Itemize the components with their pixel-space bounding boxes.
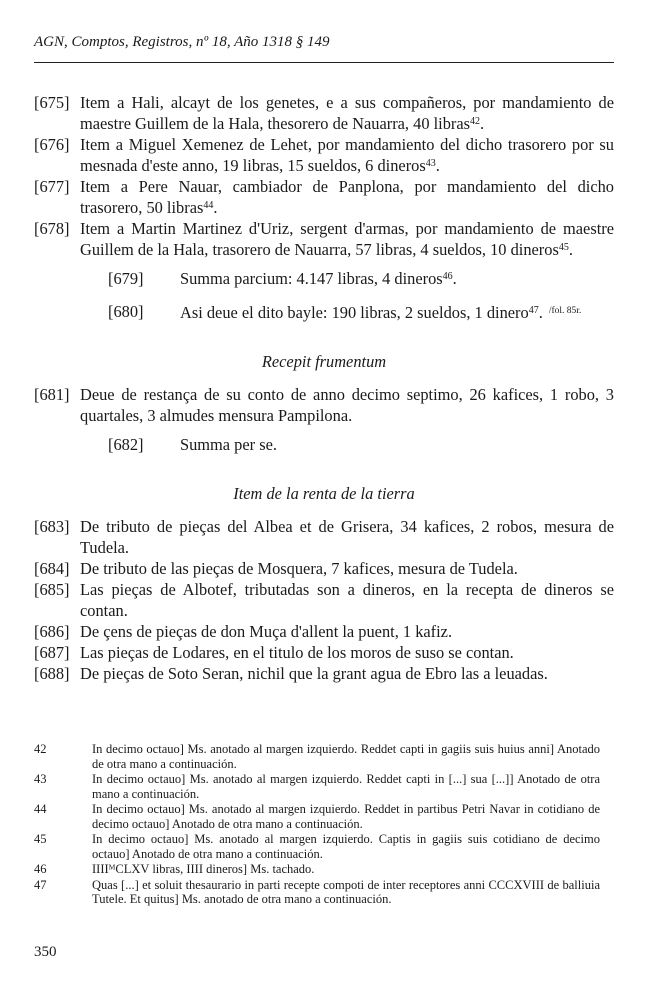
entry-text: Item a Martin Martinez d'Uriz, sergent d'armas, por mandamiento de maestre Guillem de la Hala, trasorero de Nauarra, 57 libras, 4 sueldos, 10 dineros$^{45}$.: [80, 219, 614, 259]
footnote-ref[interactable]: 45: [558, 242, 569, 253]
entry-number: [680]: [108, 302, 144, 321]
entry-text: Item a Miguel Xemenez de Lehet, por mandamiento del dicho trasorero por su mesnada d'este anno, 19 libras, 15 sueldos, 6 dineros$^{43}$.: [80, 135, 614, 175]
entry-number: [683]: [34, 517, 70, 536]
footnote-number: 44: [34, 802, 47, 816]
footnote-ref[interactable]: 47: [528, 305, 539, 316]
footnote-text: In decimo octauo] Ms. anotado al margen izquierdo. Reddet in partibus Petri Navar in cotidiano de decimo octauo] Anotado de otra mano a continuación.: [92, 802, 600, 831]
entry-687: [34, 642, 614, 663]
entry-number: [678]: [34, 219, 70, 238]
footnote-text: In decimo octauo] Ms. anotado al margen izquierdo. Captis in gagiis suis cotidiano de decimo octauo] Anotado de otra mano a continuación.: [92, 832, 600, 861]
entry-text: Item a Hali, alcayt de los genetes, e a sus compañeros, por mandamiento de maestre Guillem de la Hala, thesorero de Nauarra, 40 libras$^{42}$.: [80, 93, 614, 133]
entry-682-summa: [108, 434, 614, 455]
entry-text: Asi deue el dito bayle: 190 libras, 2 sueldos, 1 dinero$^{47}$. $^{/fol. 85r.}$: [180, 303, 582, 322]
entry-number: [677]: [34, 177, 70, 196]
entry-number: [685]: [34, 580, 70, 599]
entry-text: Deue de restança de su conto de anno decimo septimo, 26 kafices, 1 robo, 3 quartales, 3 almudes mensura Pampilona.: [80, 385, 614, 425]
footnote-44: [34, 802, 600, 831]
footnote-number: 47: [34, 877, 47, 892]
entry-684: [34, 558, 614, 579]
entry-686: [34, 621, 614, 642]
section-title-renta: Item de la renta de la tierra: [233, 484, 415, 503]
entry-681: [34, 384, 614, 426]
running-head: AGN, Comptos, Registros, nº 18, Año 1318 § 149: [34, 34, 330, 50]
footnote-ref[interactable]: 46: [442, 271, 453, 282]
entry-678: [34, 218, 614, 260]
footnote-47: [34, 878, 600, 907]
entry-text: Las pieças de Lodares, en el titulo de los moros de suso se contan.: [80, 643, 514, 662]
entry-text: De tributo de pieças del Albea et de Grisera, 34 kafices, 2 robos, mesura de Tudela.: [80, 517, 614, 557]
entry-number: [686]: [34, 622, 70, 641]
entry-677: [34, 176, 614, 218]
footnote-43: [34, 772, 600, 801]
entry-683: [34, 516, 614, 558]
entry-675: [34, 92, 614, 134]
page-number: 350: [34, 944, 57, 960]
footnote-46: [34, 862, 600, 877]
entry-text: De çens de pieças de don Muça d'allent la puent, 1 kafiz.: [80, 622, 453, 641]
entry-text: Summa per se.: [180, 435, 277, 454]
footnote-ref[interactable]: 44: [203, 200, 214, 211]
entry-679-summa: [108, 268, 614, 289]
main-text: [34, 92, 614, 684]
footnote-text: IIIIᴹCLXV libras, IIII dineros] Ms. tachado.: [92, 862, 315, 876]
entry-number: [676]: [34, 135, 70, 154]
footnote-45: [34, 832, 600, 861]
footnotes: [34, 742, 600, 908]
entry-number: [675]: [34, 93, 70, 112]
entry-676: [34, 134, 614, 176]
entry-text: De pieças de Soto Seran, nichil que la grant agua de Ebro las a leuadas.: [80, 664, 548, 683]
footnote-number: 42: [34, 742, 47, 756]
header-rule: [34, 62, 614, 63]
entry-680-summa: [108, 301, 614, 323]
entry-text: De tributo de las pieças de Mosquera, 7 kafices, mesura de Tudela.: [80, 559, 518, 578]
footnote-text: In decimo octauo] Ms. anotado al margen izquierdo. Reddet capti in [...] sua [...]] Anotado de otra mano a continuación.: [92, 772, 600, 801]
entry-text: Las pieças de Albotef, tributadas son a dineros, en la recepta de dineros se contan.: [80, 580, 614, 620]
entry-number: [684]: [34, 559, 70, 578]
footnote-text: Quas [...] et soluit thesaurario in parti recepte compoti de inter receptores anni CCCXVIII de balliuia Tutele. Et quitus] Ms. anotado de otra mano a continuación.: [92, 877, 600, 906]
entry-number: [681]: [34, 385, 70, 404]
entry-text: Item a Pere Nauar, cambiador de Panplona, por mandamiento del dicho trasorero, 50 libras$^{44}$.: [80, 177, 614, 217]
entry-number: [688]: [34, 664, 70, 683]
section-title-recepit: Recepit frumentum: [261, 352, 387, 371]
footnote-text: In decimo octauo] Ms. anotado al margen izquierdo. Reddet capti in gagiis suis huius anni] Anotado de otra mano a continuación.: [92, 742, 600, 771]
folio-marker: /fol. 85r.: [548, 306, 582, 316]
entry-685: [34, 579, 614, 621]
footnote-ref[interactable]: 42: [470, 116, 481, 127]
footnote-42: [34, 742, 600, 771]
entry-number: [682]: [108, 435, 144, 454]
footnote-number: 45: [34, 832, 47, 846]
footnote-ref[interactable]: 43: [425, 158, 436, 169]
entry-number: [679]: [108, 269, 144, 288]
entry-688: [34, 663, 614, 684]
entry-text: Summa parcium: 4.147 libras, 4 dineros$^{46}$.: [180, 269, 457, 288]
entry-number: [687]: [34, 643, 70, 662]
footnote-number: 43: [34, 772, 47, 786]
footnote-number: 46: [34, 862, 47, 876]
